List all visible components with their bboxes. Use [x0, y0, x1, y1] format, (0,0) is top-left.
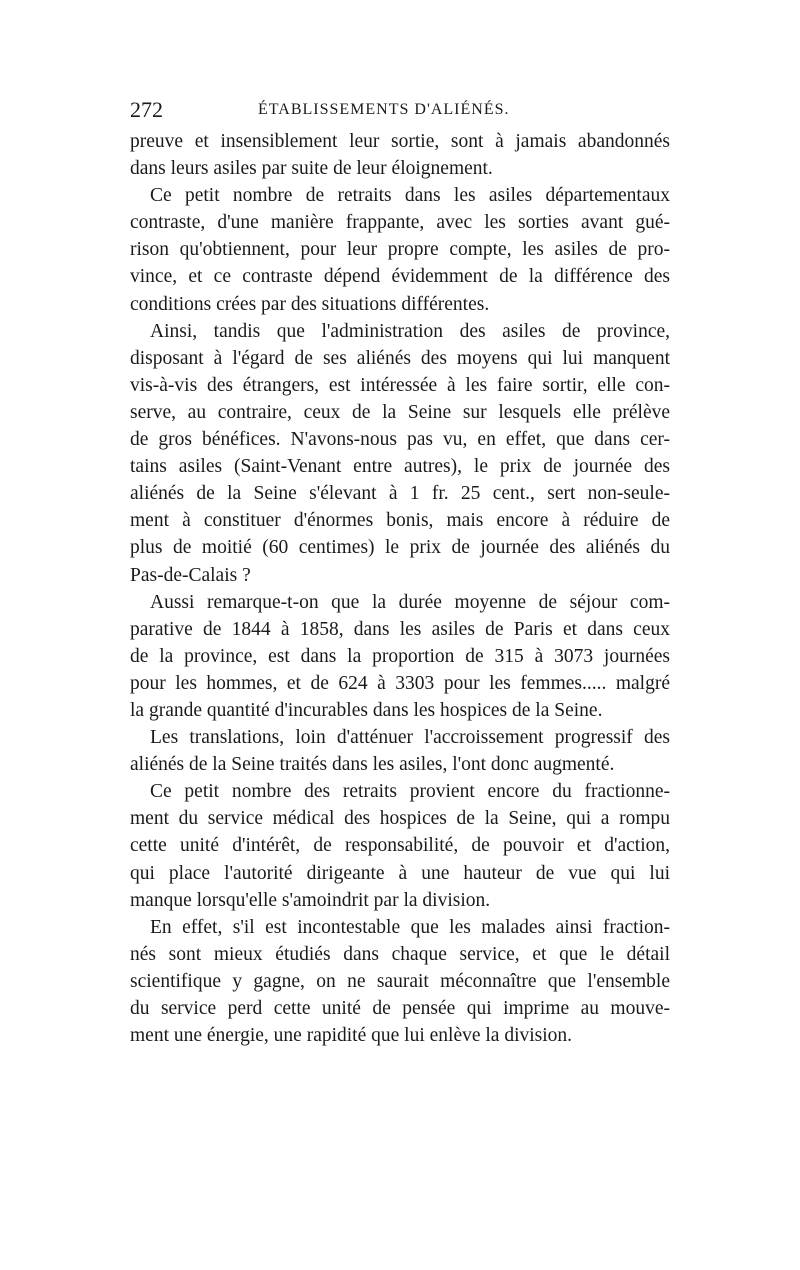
text-line: pour les hommes, et de 624 à 3303 pour les femmes..... malgré	[130, 672, 670, 694]
running-head	[130, 92, 670, 128]
text-line: du service perd cette unité de pensée qui imprime au mouve-	[130, 998, 670, 1019]
text-line: serve, au contraire, ceux de la Seine sur lesquels elle prélève	[130, 401, 670, 423]
text-line: ment à constituer d'énormes bonis, mais encore à réduire de	[130, 510, 670, 532]
text-line: nés sont mieux étudiés dans chaque service, et que le détail	[130, 943, 670, 965]
page-number: 272	[130, 97, 163, 122]
text-line: de gros bénéfices. N'avons-nous pas vu, en effet, que dans cer-	[130, 429, 670, 451]
text-line: parative de 1844 à 1858, dans les asiles de Paris et dans ceux	[130, 618, 670, 640]
text-line: aliénés de la Seine traités dans les asiles, l'ont donc augmenté.	[130, 754, 615, 776]
text-line: disposant à l'égard de ses aliénés des moyens qui lui manquent	[130, 347, 670, 369]
text-line: plus de moitié (60 centimes) le prix de journée des aliénés du	[130, 537, 670, 559]
text-line: aliénés de la Seine s'élevant à 1 fr. 25 cent., sert non-seule-	[130, 483, 670, 505]
text-line: ment du service médical des hospices de la Seine, qui a rompu	[130, 808, 670, 830]
text-line: qui place l'autorité dirigeante à une hauteur de vue qui lui	[130, 862, 670, 884]
text-line: Les translations, loin d'atténuer l'accroissement progressif des	[150, 727, 670, 749]
text-line: tains asiles (Saint-Venant entre autres), le prix de journée des	[130, 456, 670, 478]
text-line: Pas-de-Calais ?	[130, 564, 251, 586]
text-line: Ce petit nombre des retraits provient encore du fractionne-	[150, 781, 670, 803]
text-line: de la province, est dans la proportion de 315 à 3073 journées	[130, 645, 670, 667]
text-line: dans leurs asiles par suite de leur éloignement.	[130, 158, 493, 180]
text-line: rison qu'obtiennent, pour leur propre compte, les asiles de pro-	[130, 239, 670, 261]
text-line: vince, et ce contraste dépend évidemment de la différence des	[130, 266, 670, 288]
text-line: Aussi remarque-t-on que la durée moyenne de séjour com-	[150, 591, 670, 613]
text-line: Ce petit nombre de retraits dans les asiles départementaux	[150, 185, 670, 207]
text-line: En effet, s'il est incontestable que les malades ainsi fraction-	[150, 916, 670, 938]
text-line: la grande quantité d'incurables dans les hospices de la Seine.	[130, 699, 603, 721]
running-title: ÉTABLISSEMENTS D'ALIÉNÉS.	[258, 101, 510, 118]
text-line: scientifique y gagne, on ne saurait méconnaître que l'ensemble	[130, 970, 670, 992]
text-line: Ainsi, tandis que l'administration des asiles de province,	[150, 320, 670, 342]
book-page	[130, 92, 670, 1049]
text-line: manque lorsqu'elle s'amoindrit par la division.	[130, 889, 491, 911]
body-text	[130, 128, 670, 1049]
text-line: conditions crées par des situations différentes.	[130, 293, 490, 315]
text-line: vis-à-vis des étrangers, est intéressée à les faire sortir, elle con-	[130, 374, 670, 396]
text-line: preuve et insensiblement leur sortie, sont à jamais abandonnés	[130, 131, 670, 152]
text-line: contraste, d'une manière frappante, avec les sorties avant gué-	[130, 212, 670, 234]
text-line: ment une énergie, une rapidité que lui enlève la division.	[130, 1025, 573, 1047]
text-line: cette unité d'intérêt, de responsabilité, de pouvoir et d'action,	[130, 835, 670, 857]
